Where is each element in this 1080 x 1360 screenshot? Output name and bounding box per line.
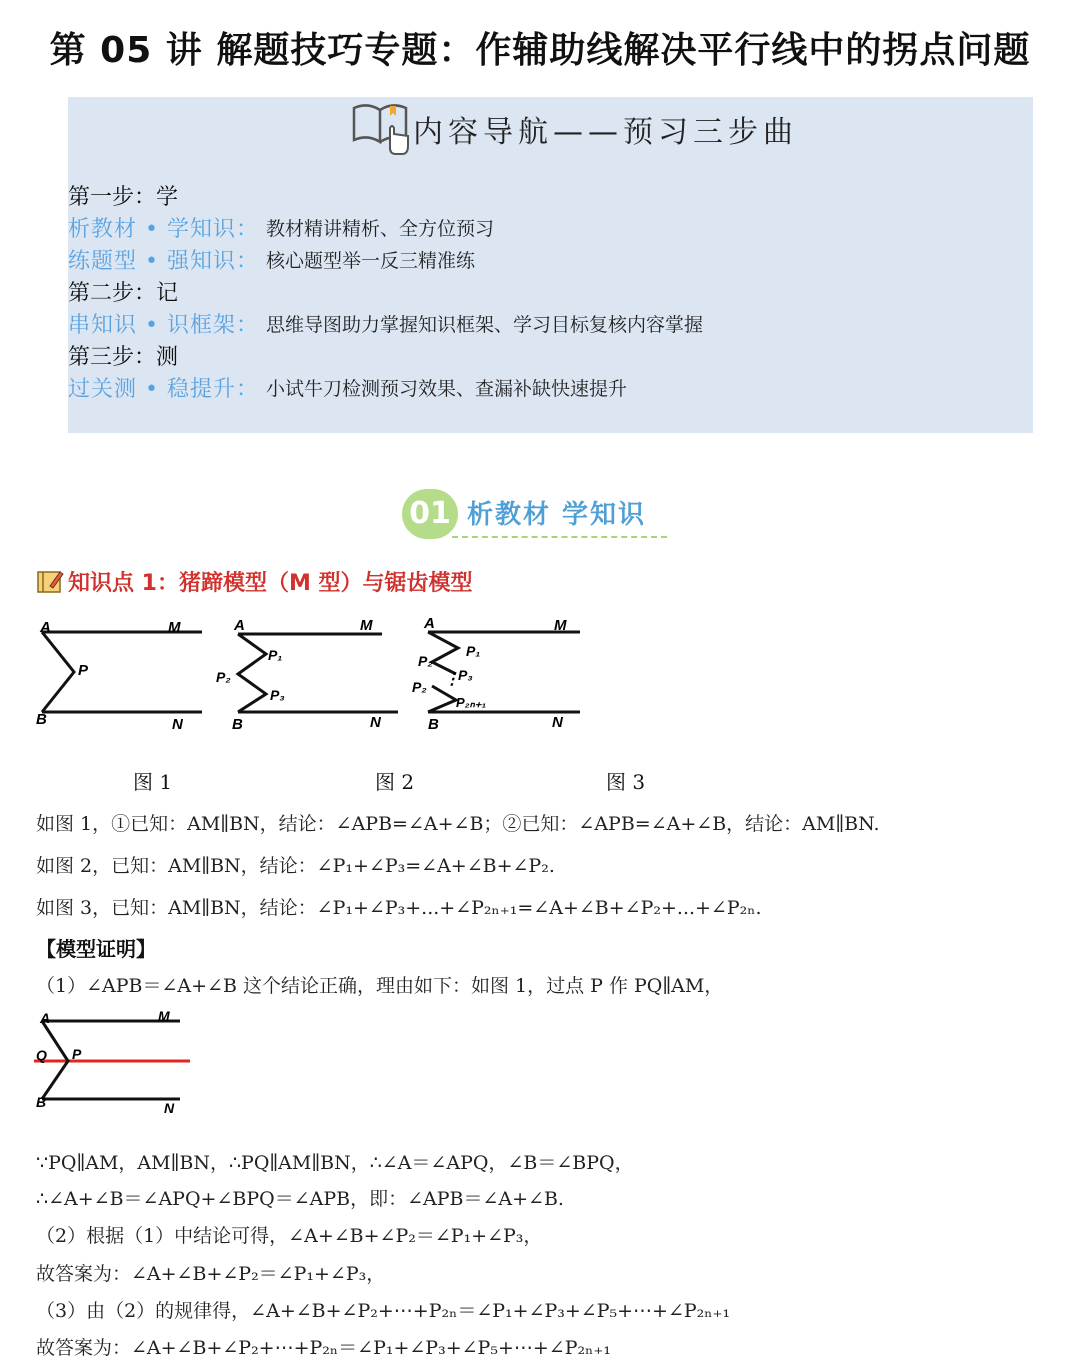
label-P3: P₃	[458, 667, 473, 683]
label-M: M	[554, 617, 567, 634]
label-A: A	[40, 619, 51, 636]
nav-item-desc-2: 核心题型举一反三精准练	[266, 250, 476, 272]
label-P1: P₁	[466, 643, 481, 659]
label-P1: P₁	[268, 647, 283, 663]
label-M: M	[168, 619, 181, 636]
figure-3-caption: 图 3	[606, 770, 646, 794]
label-A: A	[234, 617, 245, 634]
step-1: 第一步：学	[68, 185, 179, 210]
proof-line-7: 故答案为：∠A+∠B+∠P₂+⋯+P₂ₙ＝∠P₁+∠P₃+∠P₅+⋯+∠P₂ₙ₊₁	[36, 1337, 611, 1359]
label-dots: ⋮	[444, 671, 460, 688]
label-P2n1: P₂ₙ₊₁	[456, 695, 487, 710]
figure-1	[30, 612, 210, 737]
label-N: N	[172, 716, 183, 733]
label-B: B	[36, 711, 47, 728]
knowledge-point-heading: 知识点 1：猪蹄模型（M 型）与锯齿模型	[68, 571, 473, 596]
nav-item-label-4: 过关测 • 稳提升：	[68, 377, 259, 402]
proof-line-3: ∴∠A+∠B＝∠APQ+∠BPQ＝∠APB，即：∠APB＝∠A+∠B.	[36, 1188, 564, 1210]
proof-heading: 【模型证明】	[36, 937, 156, 961]
label-P3: P₃	[270, 687, 285, 703]
label-B: B	[36, 1094, 47, 1110]
proof-line-1: （1）∠APB＝∠A+∠B 这个结论正确，理由如下：如图 1，过点 P 作 PQ∥AM，	[36, 975, 724, 997]
section-underline	[452, 536, 667, 538]
label-P: P	[78, 662, 89, 679]
label-P2: P₂	[216, 669, 231, 685]
section-title: 析教材 学知识	[467, 500, 647, 530]
nav-item-desc-3: 思维导图助力掌握知识框架、学习目标复核内容掌握	[266, 314, 704, 336]
label-A: A	[40, 1010, 51, 1026]
nav-title: 内容导航——预习三步曲	[413, 115, 798, 150]
proof-line-2: ∵PQ∥AM，AM∥BN，∴PQ∥AM∥BN，∴∠A＝∠APQ，∠B＝∠BPQ，	[36, 1152, 634, 1174]
label-N: N	[552, 714, 563, 731]
proof-figure	[30, 1005, 200, 1120]
nav-item-desc-1: 教材精讲精析、全方位预习	[266, 218, 495, 240]
label-P2b: P₂	[412, 679, 427, 695]
figure-3	[408, 612, 598, 737]
label-A: A	[424, 615, 435, 632]
step-2: 第二步：记	[68, 281, 179, 306]
figure-2-caption: 图 2	[375, 770, 415, 794]
label-Q: Q	[36, 1047, 47, 1063]
label-P2: P₂	[418, 653, 433, 669]
section-number-badge: 01	[402, 489, 458, 539]
label-M: M	[158, 1008, 170, 1024]
page-title: 第 05 讲 解题技巧专题：作辅助线解决平行线中的拐点问题	[49, 30, 1031, 71]
proof-line-5: 故答案为：∠A+∠B+∠P₂＝∠P₁+∠P₃，	[36, 1263, 386, 1285]
model-statement-1: 如图 1，①已知：AM∥BN，结论：∠APB=∠A+∠B；②已知：∠APB=∠A+∠B，结论：AM∥BN.	[36, 813, 880, 835]
label-N: N	[164, 1100, 175, 1116]
label-M: M	[360, 617, 373, 634]
label-N: N	[370, 714, 381, 731]
label-B: B	[232, 716, 243, 733]
label-P: P	[72, 1046, 82, 1062]
label-B: B	[428, 716, 439, 733]
proof-line-6: （3）由（2）的规律得，∠A+∠B+∠P₂+⋯+P₂ₙ＝∠P₁+∠P₃+∠P₅+⋯+∠P₂ₙ₊₁	[36, 1300, 731, 1322]
book-pointer-icon	[350, 98, 412, 158]
notebook-icon	[36, 568, 64, 594]
model-statement-3: 如图 3，已知：AM∥BN，结论：∠P₁+∠P₃+...+∠P₂ₙ₊₁=∠A+∠B+∠P₂+...+∠P₂ₙ.	[36, 897, 762, 919]
step-3: 第三步：测	[68, 345, 179, 370]
proof-line-4: （2）根据（1）中结论可得，∠A+∠B+∠P₂＝∠P₁+∠P₃，	[36, 1225, 543, 1247]
nav-item-label-2: 练题型 • 强知识：	[68, 249, 259, 274]
nav-item-label-3: 串知识 • 识框架：	[68, 313, 259, 338]
figure-1-caption: 图 1	[133, 770, 173, 794]
figure-2	[210, 612, 410, 737]
nav-item-desc-4: 小试牛刀检测预习效果、查漏补缺快速提升	[266, 378, 628, 400]
model-statement-2: 如图 2，已知：AM∥BN，结论：∠P₁+∠P₃=∠A+∠B+∠P₂.	[36, 855, 555, 877]
nav-item-label-1: 析教材 • 学知识：	[68, 217, 259, 242]
